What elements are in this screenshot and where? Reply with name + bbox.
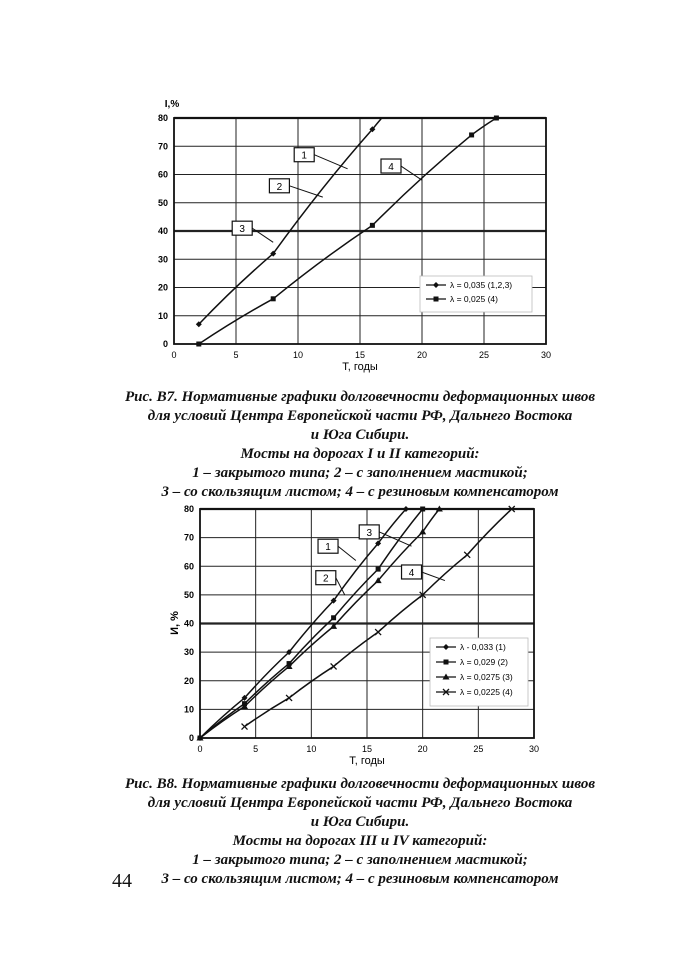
- y-tick-label: 70: [183, 532, 194, 543]
- x-tick-label: 10: [292, 350, 304, 360]
- annotation-label: 3: [366, 527, 373, 539]
- y-axis-label: И, %: [169, 611, 181, 635]
- x-tick-label: 30: [528, 744, 540, 754]
- x-tick-label: 15: [361, 744, 373, 754]
- annotation-label: 1: [325, 542, 331, 554]
- data-point: [420, 507, 425, 512]
- annotation-label: 4: [388, 162, 394, 174]
- y-axis-label: I,%: [164, 99, 180, 110]
- caption-line: 1 – закрытого типа; 2 – с заполнением мастикой;: [192, 465, 528, 481]
- y-tick-label: 10: [157, 310, 168, 321]
- y-tick-label: 20: [157, 282, 168, 293]
- annotation-label: 2: [276, 181, 283, 193]
- caption-line: Рис. В7. Нормативные графики долговечности деформационных швов: [124, 389, 596, 405]
- caption-line: 3 – со скользящим листом; 4 – с резиновым компенсатором: [161, 484, 559, 500]
- annotation-label: 1: [301, 150, 307, 162]
- x-tick-label: 0: [197, 744, 203, 754]
- data-point: [331, 663, 337, 669]
- page-number: 44: [112, 870, 132, 892]
- legend-label: λ = 0,035 (1,2,3): [450, 280, 513, 290]
- legend-label: λ = 0,0225 (4): [460, 687, 513, 697]
- y-tick-label: 0: [162, 339, 168, 349]
- x-tick-label: 20: [417, 744, 428, 754]
- y-tick-label: 30: [183, 647, 194, 658]
- annotation-label: 3: [239, 224, 245, 236]
- legend-label: λ - 0,033 (1): [460, 642, 506, 652]
- y-tick-label: 80: [183, 504, 194, 514]
- caption-line: для условий Центра Европейской части РФ, Дальнего Востока: [147, 795, 573, 811]
- x-tick-label: 10: [306, 744, 317, 754]
- data-point: [242, 724, 248, 730]
- y-tick-label: 20: [183, 675, 194, 686]
- caption-line: 3 – со скользящим листом; 4 – с резиновым компенсатором: [161, 871, 559, 887]
- data-point: [331, 615, 336, 620]
- caption-line: и Юга Сибири.: [310, 814, 410, 830]
- caption-line: Мосты на дорогах I и II категорий:: [240, 446, 480, 462]
- y-tick-label: 30: [157, 254, 168, 265]
- caption-line: 1 – закрытого типа; 2 – с заполнением мастикой;: [192, 852, 528, 868]
- data-point: [286, 695, 292, 701]
- caption-line: Мосты на дорогах III и IV категорий:: [232, 833, 488, 849]
- caption-line: для условий Центра Европейской части РФ, Дальнего Востока: [147, 408, 573, 424]
- x-tick-label: 25: [473, 744, 484, 754]
- x-tick-label: 25: [478, 350, 490, 360]
- legend-label: λ = 0,025 (4): [450, 294, 498, 304]
- x-tick-label: 30: [540, 350, 552, 360]
- y-tick-label: 70: [157, 141, 168, 152]
- annotation-label: 4: [408, 567, 415, 579]
- x-tick-label: 20: [416, 350, 428, 360]
- data-point: [376, 567, 381, 572]
- legend-marker: [444, 660, 449, 665]
- x-axis-label: T, годы: [349, 755, 385, 767]
- data-point: [464, 552, 470, 558]
- data-point: [375, 629, 381, 635]
- x-tick-label: 15: [354, 350, 366, 360]
- caption-line: Рис. В8. Нормативные графики долговечности деформационных швов: [124, 776, 596, 792]
- y-tick-label: 60: [157, 169, 168, 180]
- annotation-label: 2: [323, 573, 329, 585]
- legend-label: λ = 0,029 (2): [460, 657, 508, 667]
- y-tick-label: 0: [188, 733, 194, 743]
- y-tick-label: 40: [157, 226, 168, 236]
- annotation-leader: [338, 546, 356, 560]
- x-tick-label: 5: [233, 350, 239, 360]
- x-tick-label: 0: [171, 350, 177, 360]
- caption-b8: [80, 775, 640, 889]
- y-tick-label: 50: [157, 197, 168, 208]
- y-tick-label: 80: [157, 113, 168, 123]
- y-tick-label: 40: [183, 618, 194, 629]
- y-tick-label: 10: [183, 704, 194, 715]
- x-axis-label: T, годы: [342, 361, 378, 373]
- y-tick-label: 60: [183, 561, 194, 572]
- legend-label: λ = 0,0275 (3): [460, 672, 513, 682]
- caption-line: и Юга Сибири.: [310, 427, 410, 443]
- y-tick-label: 50: [183, 589, 194, 600]
- x-tick-label: 5: [253, 744, 259, 754]
